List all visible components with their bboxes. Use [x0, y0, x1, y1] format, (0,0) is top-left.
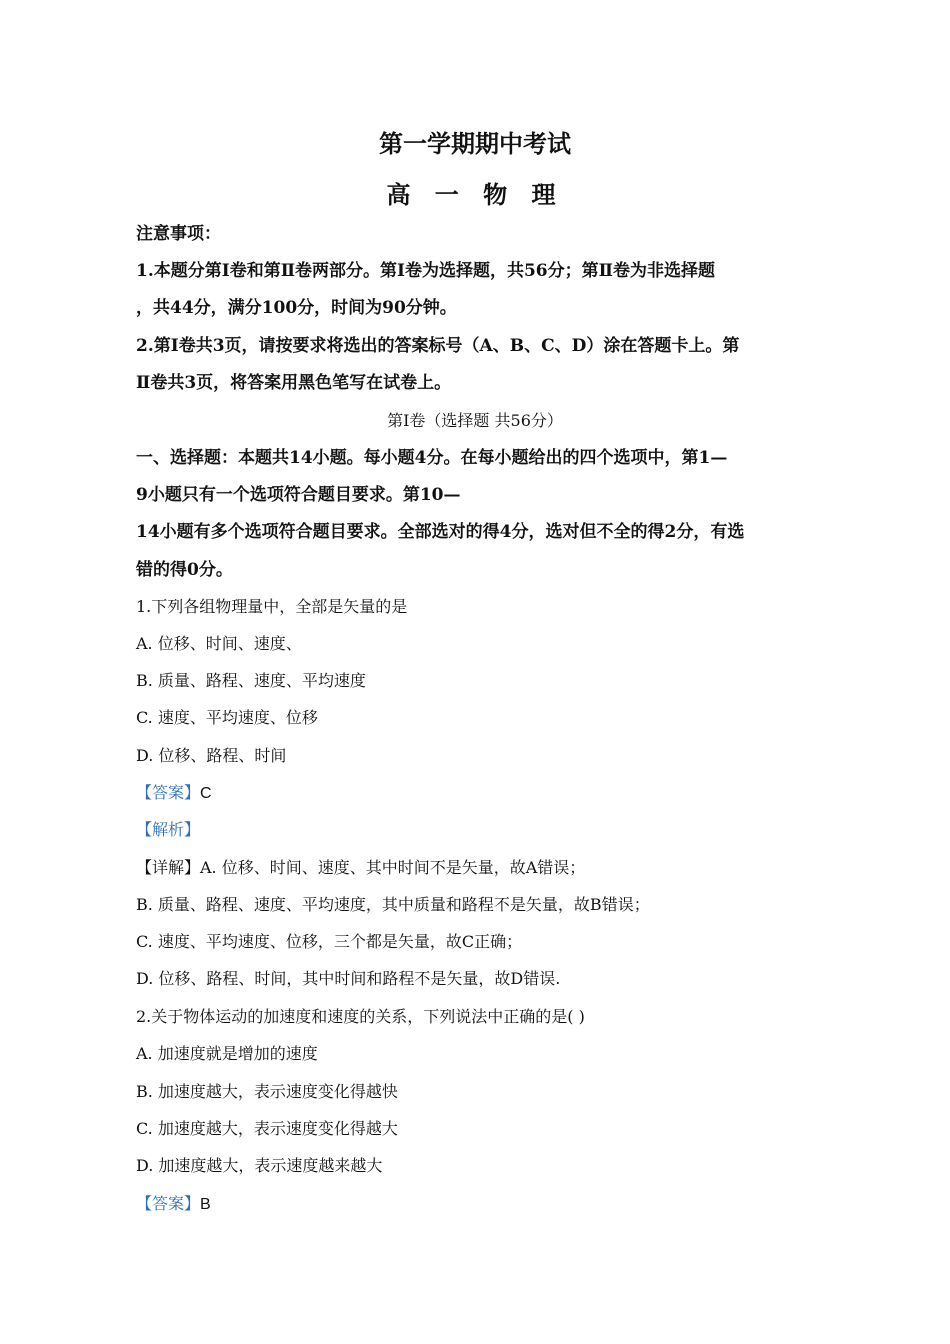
section-intro-1: 一、选择题：本题共14小题。每小题4分。在每小题给出的四个选项中，第1— — [136, 448, 728, 468]
subject-title: 高 一 物 理 — [386, 180, 564, 209]
question-1-detail-c: C. 速度、平均速度、位移，三个都是矢量，故C正确； — [136, 932, 523, 951]
question-1-option-b: B. 质量、路程、速度、平均速度 — [136, 671, 366, 690]
question-2-option-b: B. 加速度越大，表示速度变化得越快 — [136, 1082, 398, 1101]
notice-line-1b: ，共44分，满分100分，时间为90分钟。 — [136, 298, 457, 318]
section-title: 第Ⅰ卷（选择题 共56分） — [387, 411, 563, 430]
question-1-option-d: D. 位移、路程、时间 — [136, 746, 287, 765]
question-1-detail-a: 【详解】A. 位移、时间、速度、其中时间不是矢量，故A错误； — [136, 858, 586, 877]
answer-value: C — [200, 785, 212, 802]
notice-line-2b: Ⅱ卷共3页，将答案用黑色笔写在试卷上。 — [136, 373, 452, 393]
answer-tag: 【答案】 — [136, 1194, 201, 1213]
question-2-option-d: D. 加速度越大，表示速度越来越大 — [136, 1156, 383, 1175]
answer-value: B — [200, 1196, 211, 1213]
question-2-stem: 2.关于物体运动的加速度和速度的关系，下列说法中正确的是( ) — [136, 1007, 585, 1026]
notice-heading: 注意事项： — [136, 224, 221, 244]
question-1-answer-line — [136, 783, 212, 804]
question-1-stem: 1.下列各组物理量中，全部是矢量的是 — [136, 597, 408, 616]
notice-line-1a: 1.本题分第Ⅰ卷和第Ⅱ卷两部分。第Ⅰ卷为选择题，共56分；第Ⅱ卷为非选择题 — [136, 261, 715, 281]
notice-line-2a: 2.第Ⅰ卷共3页，请按要求将选出的答案标号（A、B、C、D）涂在答题卡上。第 — [136, 336, 740, 356]
section-intro-2: 9小题只有一个选项符合题目要求。第10— — [136, 485, 461, 505]
section-intro-4: 错的得0分。 — [136, 560, 233, 580]
question-2-answer-line — [136, 1194, 211, 1215]
answer-tag: 【答案】 — [136, 783, 201, 802]
question-2-option-a: A. 加速度就是增加的速度 — [136, 1044, 318, 1063]
question-2-option-c: C. 加速度越大，表示速度变化得越大 — [136, 1119, 398, 1138]
analysis-tag: 【解析】 — [136, 820, 201, 839]
question-1-option-c: C. 速度、平均速度、位移 — [136, 708, 318, 727]
question-1-detail-b: B. 质量、路程、速度、平均速度，其中质量和路程不是矢量，故B错误； — [136, 895, 650, 914]
question-1-option-a: A. 位移、时间、速度、 — [136, 634, 302, 653]
section-intro-3: 14小题有多个选项符合题目要求。全部选对的得4分，选对但不全的得2分，有选 — [136, 522, 745, 542]
exam-title: 第一学期期中考试 — [379, 129, 571, 158]
question-1-detail-d: D. 位移、路程、时间，其中时间和路程不是矢量，故D错误. — [136, 969, 561, 988]
